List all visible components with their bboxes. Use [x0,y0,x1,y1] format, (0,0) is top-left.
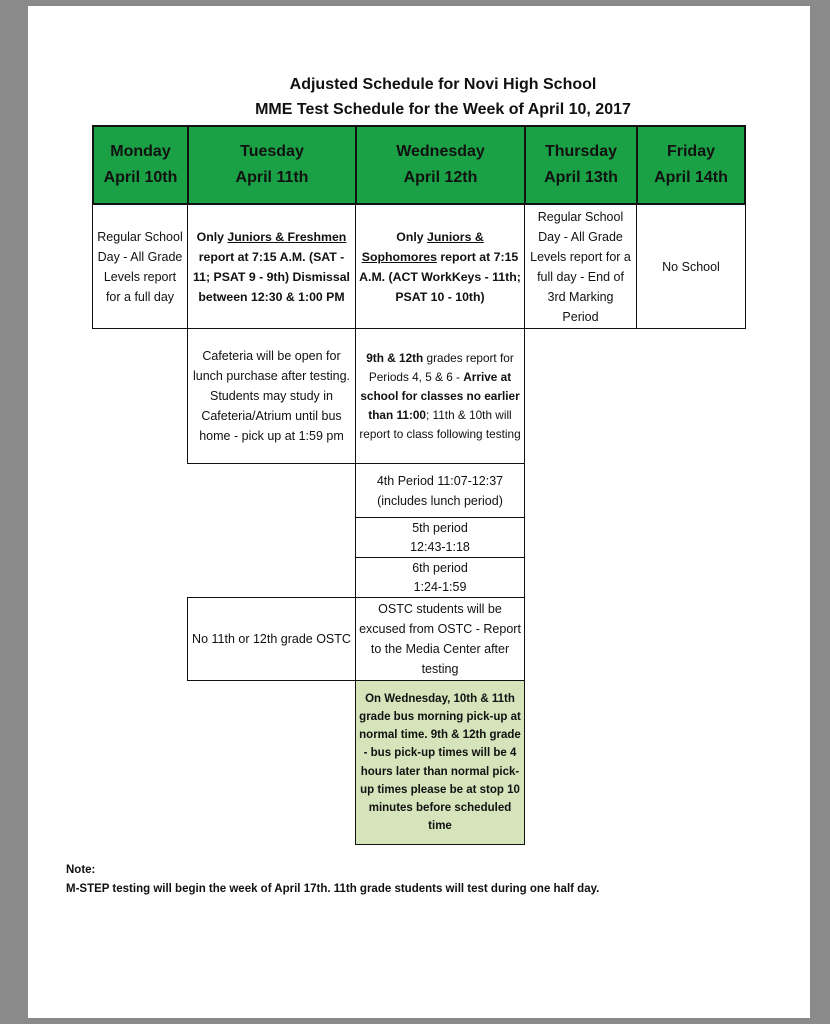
header-thursday-day: Thursday [544,143,617,160]
wednesday-ostc-text: OSTC students will be excused from OSTC - Report to the Media Center after testing [359,602,521,676]
title-line-1: Adjusted Schedule for Novi High School [289,76,597,93]
wednesday-bus-note-cell [355,680,525,845]
wednesday-text-b: report at 7:15 A.M. (ACT WorkKeys - 11th; PSAT 10 - 10th) [359,249,521,304]
note-text: M-STEP testing will begin the week of April 17th. 11th grade students will test during one half day. [66,883,600,895]
header-thursday-date: April 13th [544,169,618,186]
wednesday-underlined-1: Juniors & [427,229,484,244]
period-6-time: 1:24-1:59 [413,579,467,594]
friday-schedule-cell [636,204,746,329]
header-wednesday-date: April 12th [403,169,478,186]
tuesday-schedule-cell [187,204,356,329]
wednesday-underlined-2: Sophomores [361,249,437,264]
note-label: Note: [66,864,96,876]
thursday-schedule-cell [524,204,637,329]
tuesday-text-a: Only [196,229,228,244]
wednesday-periods-text: grades report for Periods 4, 5 & 6 - [368,350,514,384]
wednesday-bus-note-text: On Wednesday, 10th & 11th grade bus morning pick-up at normal time. 9th & 12th grade - bus pick-up times will be 4 hours later than normal pick-up times please be at stop 10 minutes before scheduled time [359,692,521,833]
header-monday [92,125,189,205]
wednesday-grades-bold: 9th & 12th [366,350,424,365]
title-line-2: MME Test Schedule for the Week of April 10, 2017 [255,101,631,118]
period-6-cell [355,557,525,598]
monday-schedule-cell [92,204,188,329]
wednesday-text-a: Only [396,229,428,244]
wednesday-report-cell [355,328,525,464]
header-friday-date: April 14th [654,169,728,186]
wednesday-schedule-cell [355,204,525,329]
period-5-time: 12:43-1:18 [410,539,470,554]
header-friday [636,125,746,205]
header-monday-date: April 10th [103,169,178,186]
header-wednesday-day: Wednesday [396,143,485,160]
friday-schedule-text: No School [662,259,720,274]
header-wednesday [355,125,526,205]
tuesday-cafeteria-text: Cafeteria will be open for lunch purchase after testing. Students may study in Cafeteria/Atrium until bus home - pick up at 1:59 pm [192,349,351,443]
period-4-cell [355,463,525,518]
tuesday-text-b: report at 7:15 A.M. (SAT - 11; PSAT 9 - 9th) Dismissal between 12:30 & 1:00 PM [193,249,350,304]
monday-schedule-text: Regular School Day - All Grade Levels report for a full day [97,229,183,304]
header-tuesday-day: Tuesday [240,143,304,160]
header-tuesday [187,125,357,205]
period-5-name: 5th period [412,520,468,535]
header-tuesday-date: April 11th [235,169,309,186]
header-monday-day: Monday [110,143,171,160]
header-thursday [524,125,638,205]
period-5-cell [355,517,525,558]
period-4-text: 4th Period 11:07-12:37 (includes lunch period) [376,473,504,508]
header-friday-day: Friday [666,143,715,160]
tuesday-cafeteria-cell [187,328,356,464]
wednesday-arrive-bold: Arrive at school for classes no earlier than 11:00 [360,369,520,422]
thursday-schedule-text: Regular School Day - All Grade Levels report for a full day - End of 3rd Marking Period [530,209,631,324]
tuesday-ostc-text: No 11th or 12th grade OSTC [192,632,351,646]
period-6-name: 6th period [412,560,468,575]
tuesday-ostc-cell [187,597,356,681]
tuesday-underlined-group: Juniors & Freshmen [227,229,347,244]
wednesday-following-text: ; 11th & 10th will report to class following testing [359,407,521,441]
wednesday-ostc-cell [355,597,525,681]
